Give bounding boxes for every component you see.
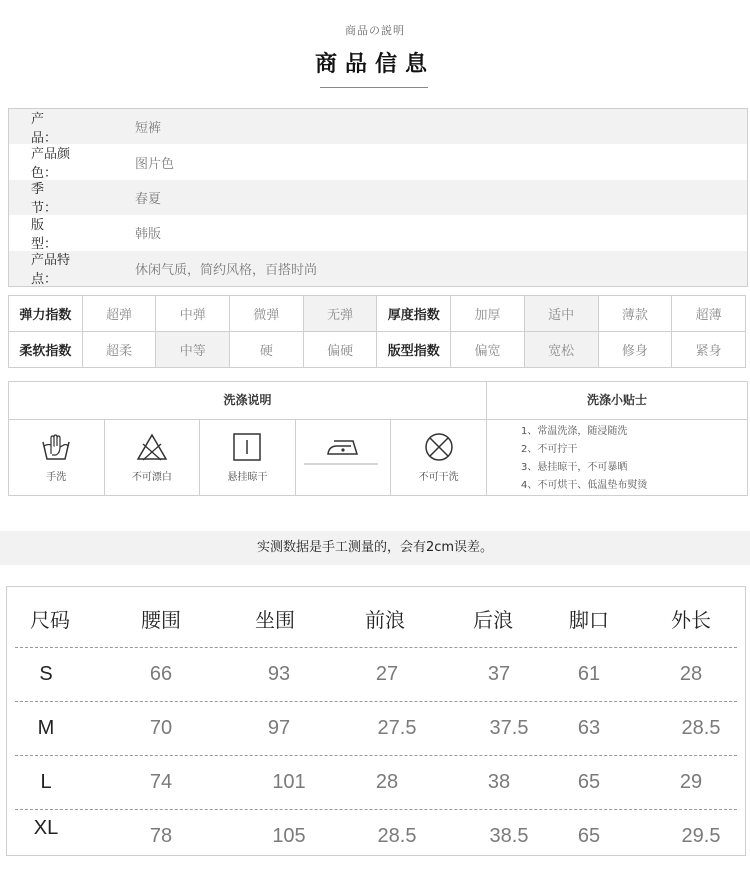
wash-cell-hang-dry — [200, 420, 296, 495]
size-header-cell: 后浪 — [473, 608, 513, 632]
size-cell: 29.5 — [681, 825, 721, 847]
size-cell: 101 — [272, 771, 306, 793]
tip-item: 1、常温洗涤，随浸随洗 — [521, 426, 628, 437]
index-option: 薄款 — [598, 296, 672, 332]
info-value: 春夏 — [135, 191, 162, 207]
index-option: 超弹 — [82, 296, 156, 332]
index-row-stretch-thickness — [9, 296, 746, 332]
info-label: 季 节： — [31, 182, 71, 217]
washing-section — [8, 381, 748, 496]
size-cell: 78 — [149, 825, 173, 847]
wash-caption: 手洗 — [46, 472, 67, 483]
info-row-fit — [9, 215, 747, 250]
info-row-season — [9, 180, 747, 215]
washing-title: 洗涤说明 — [9, 382, 486, 420]
size-cell: 66 — [149, 663, 173, 685]
size-cell: 97 — [267, 717, 291, 739]
size-cell: 28 — [679, 663, 703, 685]
size-cell: 37 — [487, 663, 511, 685]
product-info-table — [8, 108, 748, 287]
size-cell: 70 — [149, 717, 173, 739]
size-cell-label: S — [39, 663, 53, 685]
size-cell-label: M — [37, 717, 55, 739]
size-cell: 27.5 — [377, 717, 417, 739]
index-option: 微弹 — [230, 296, 304, 332]
index-option: 紧身 — [672, 332, 746, 368]
info-row-product — [9, 109, 747, 144]
index-option-selected: 适中 — [524, 296, 598, 332]
size-table — [6, 586, 746, 856]
index-option-selected: 宽松 — [524, 332, 598, 368]
wash-cell-iron — [296, 420, 392, 495]
size-cell: 28.5 — [681, 717, 721, 739]
tip-item: 3、悬挂晾干，不可暴晒 — [521, 462, 628, 473]
size-table-header — [7, 593, 745, 647]
size-row — [7, 701, 745, 755]
index-option: 硬 — [230, 332, 304, 368]
info-value: 图片色 — [135, 156, 175, 172]
divider — [304, 463, 379, 465]
size-header-cell: 脚口 — [569, 608, 609, 632]
wash-cell-no-dry-clean — [391, 420, 486, 495]
measurement-note: 实测数据是手工测量的，会有2cm误差。 — [0, 531, 750, 565]
size-header-cell: 尺码 — [30, 608, 70, 632]
index-option: 偏硬 — [303, 332, 377, 368]
iron-icon — [325, 432, 361, 462]
info-row-features — [9, 251, 747, 286]
size-header-cell: 坐围 — [255, 608, 295, 632]
no-dry-clean-icon — [423, 432, 455, 462]
size-cell: 28 — [375, 771, 399, 793]
info-label: 产品颜色： — [31, 147, 71, 182]
size-cell-label: XL — [33, 817, 59, 839]
size-row — [7, 801, 745, 855]
tips-list — [521, 423, 647, 495]
wash-caption: 不可漂白 — [131, 472, 172, 483]
index-option: 中弹 — [156, 296, 230, 332]
index-option: 偏宽 — [451, 332, 525, 368]
info-label: 产 品： — [31, 111, 71, 146]
size-cell: 27 — [375, 663, 399, 685]
info-value: 短裤 — [135, 121, 162, 137]
tip-item: 2、不可拧干 — [521, 444, 578, 455]
wash-caption: 悬挂晾干 — [227, 472, 268, 483]
size-cell: 65 — [577, 825, 601, 847]
size-cell: 93 — [267, 663, 291, 685]
index-label: 弹力指数 — [9, 296, 83, 332]
info-label: 产品特点： — [31, 253, 71, 288]
wash-cell-hand-wash — [9, 420, 105, 495]
section-subtitle: 商品の説明 — [345, 24, 405, 37]
washing-tips-title: 洗涤小贴士 — [487, 382, 747, 420]
washing-instructions — [9, 382, 487, 495]
size-cell: 28.5 — [377, 825, 417, 847]
size-header-cell: 前浪 — [365, 608, 405, 632]
info-value: 休闲气质，简约风格，百搭时尚 — [135, 262, 318, 278]
size-cell: 105 — [272, 825, 306, 847]
index-option: 超柔 — [82, 332, 156, 368]
index-option-selected: 中等 — [156, 332, 230, 368]
washing-tips — [487, 382, 747, 495]
washing-icons — [9, 420, 486, 495]
page-title: 商品信息 — [314, 52, 435, 77]
no-bleach-icon — [136, 432, 168, 462]
size-header-cell: 腰围 — [141, 608, 181, 632]
title-underline — [320, 87, 428, 88]
index-label: 柔软指数 — [9, 332, 83, 368]
wash-cell-no-bleach — [105, 420, 201, 495]
index-table — [8, 295, 746, 368]
size-cell: 38.5 — [489, 825, 529, 847]
size-row — [7, 647, 745, 701]
info-row-color — [9, 144, 747, 182]
index-option: 加厚 — [451, 296, 525, 332]
tip-item: 4、不可烘干、低温垫布熨烫 — [521, 480, 648, 491]
index-option: 超薄 — [672, 296, 746, 332]
index-label: 厚度指数 — [377, 296, 451, 332]
size-cell: 74 — [149, 771, 173, 793]
size-cell: 37.5 — [489, 717, 529, 739]
size-cell: 38 — [487, 771, 511, 793]
index-option-selected: 无弹 — [303, 296, 377, 332]
size-cell-label: L — [40, 771, 52, 793]
wash-caption: 不可干洗 — [418, 472, 459, 483]
size-cell: 61 — [577, 663, 601, 685]
index-label: 版型指数 — [377, 332, 451, 368]
index-row-softness-fit — [9, 332, 746, 368]
size-cell: 29 — [679, 771, 703, 793]
hang-dry-icon — [231, 432, 263, 462]
info-value: 韩版 — [135, 227, 162, 243]
size-cell: 65 — [577, 771, 601, 793]
info-label: 版 型： — [31, 217, 71, 252]
size-header-cell: 外长 — [671, 608, 711, 632]
hand-wash-icon — [40, 432, 72, 462]
index-option: 修身 — [598, 332, 672, 368]
size-cell: 63 — [577, 717, 601, 739]
